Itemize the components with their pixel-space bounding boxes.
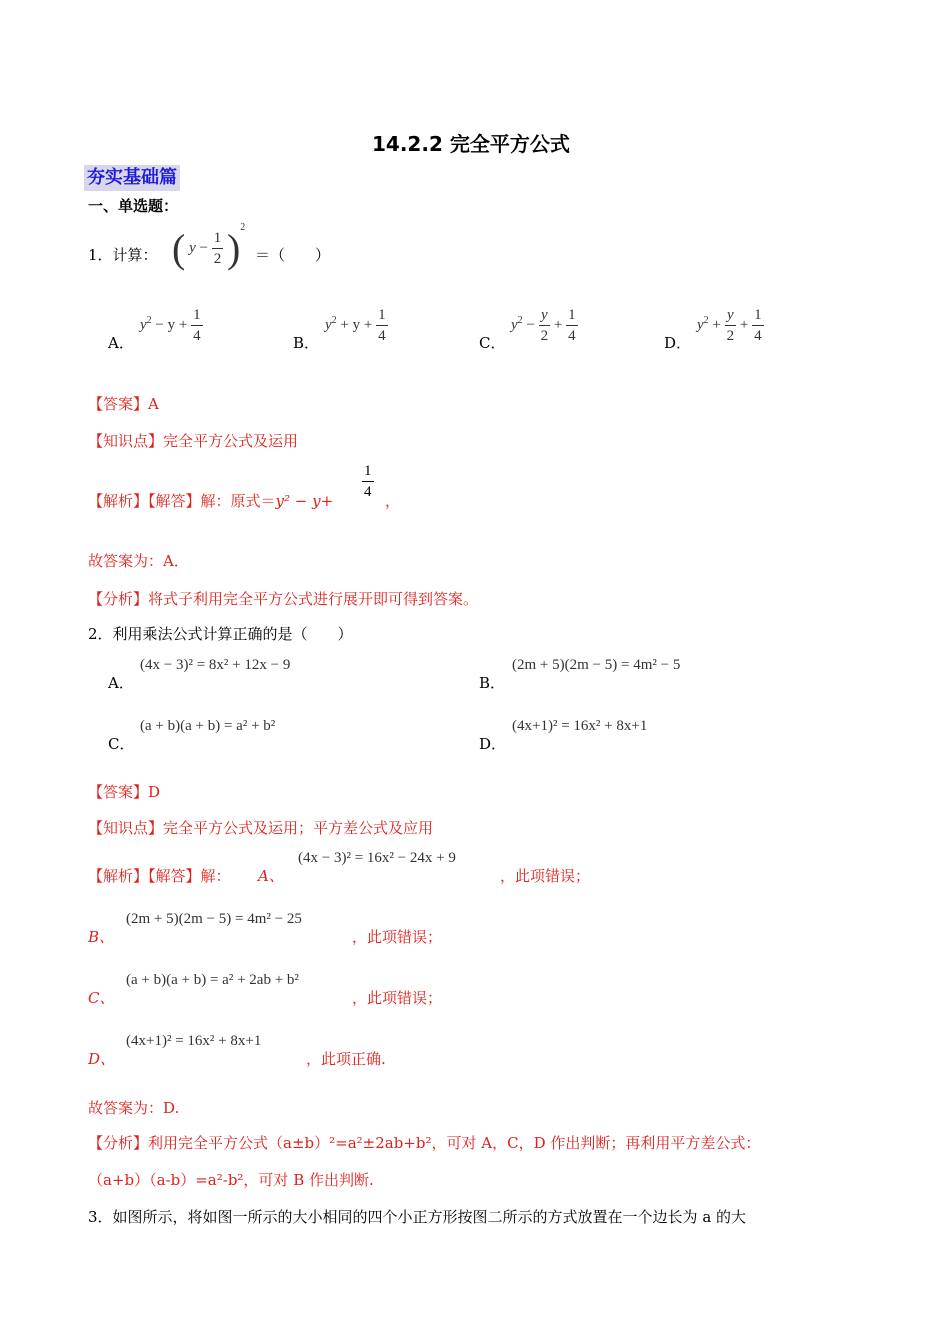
q2-row-d-label: D、 [88,1050,116,1068]
q1-expression: ( y − $\frac{1}{2}$ )$^2$ [172,222,246,272]
q1-option-b-mid: + y + [336,316,377,333]
q2-analysis-prefix: 【解析】【解答】解： [88,867,231,885]
q1-option-b-lead: y [325,316,332,333]
section-label: 夯实基础篇 [84,165,180,191]
q1-stem-tail: ＝（ ） [255,246,331,264]
q1-answer: 【答案】A [88,395,159,413]
q1-option-a-lead: y [140,316,147,333]
q1-option-b-letter: B． [293,334,320,352]
q1-option-b-formula [325,305,388,346]
q1-option-c-frac2-den: 4 [568,328,576,344]
q1-knowledge: 【知识点】完全平方公式及运用 [88,432,299,450]
q2-conclusion: 故答案为：D. [88,1099,180,1117]
q1-option-a-letter: A． [108,334,134,352]
q1-expr-frac-den: 2 [213,251,222,268]
q2-row-a-formula: (4x − 3)² = 16x² − 24x + 9 [298,850,456,866]
q1-option-b-sup: 2 [331,314,337,326]
q2-row-d-formula: (4x+1)² = 16x² + 8x+1 [126,1033,262,1049]
q1-option-c-mid2: + [550,316,567,333]
q1-analysis-frac-den: 4 [364,484,372,500]
q1-option-c-frac2-num: 1 [566,305,578,326]
q1-option-d-mid2: + [736,316,753,333]
q1-option-d-frac2-num: 1 [752,305,764,326]
q1-option-d-frac2-den: 4 [754,328,762,344]
q2-row-c-verdict: ，此项错误； [352,989,443,1007]
q1-remark: 【分析】将式子利用完全平方公式进行展开即可得到答案。 [88,590,479,608]
q1-option-b-frac-den: 4 [378,328,386,344]
q1-option-d-lead: y [697,316,704,333]
q1-option-a-frac-num: 1 [191,305,203,326]
q2-row-c-formula: (a + b)(a + b) = a² + 2ab + b² [126,972,299,988]
q1-option-a-sup: 2 [146,314,152,326]
q2-option-a-formula: (4x − 3)² = 8x² + 12x − 9 [140,657,291,673]
q1-option-a-mid: − y + [151,316,192,333]
q1-stem-prefix: 1．计算： [88,246,158,264]
q1-option-d-letter: D． [664,334,692,352]
q1-option-b-frac-num: 1 [376,305,388,326]
q2-option-a-letter: A． [108,674,134,692]
q1-option-c-sup: 2 [517,314,523,326]
q2-row-a-verdict: ，此项错误； [500,867,591,885]
q1-analysis-frac-num: 1 [362,461,374,482]
q2-knowledge: 【知识点】完全平方公式及运用；平方差公式及应用 [88,819,434,837]
q1-option-c-lead: y [511,316,518,333]
q2-remark-line2: （a+b）（a-b）=a²-b²，可对 B 作出判断. [88,1171,374,1189]
q1-expr-base: y [189,240,196,256]
q2-option-c-letter: C． [108,735,135,753]
q1-option-c-formula [511,305,578,346]
q2-option-c-formula: (a + b)(a + b) = a² + b² [140,718,276,734]
q1-expr-minus: − [199,240,208,256]
q2-row-a-label: A、 [258,867,284,885]
q2-row-c-label: C、 [88,989,115,1007]
q1-expr-power: 2 [240,222,246,233]
q3-stem: 3．如图所示，将如图一所示的大小相同的四个小正方形按图二所示的方式放置在一个边长为 a 的大 [88,1208,747,1226]
page-title: 14.2.2 完全平方公式 [372,132,570,156]
q1-option-c-frac-den: 2 [540,328,549,344]
q2-stem: 2．利用乘法公式计算正确的是（ ） [88,625,353,643]
q2-answer: 【答案】D [88,783,161,801]
q1-option-d-mid: + [708,316,725,333]
q2-row-b-verdict: ，此项错误； [352,928,443,946]
q1-option-c-mid: − [522,316,539,333]
q1-analysis [88,490,333,511]
q1-analysis-expr: y² − y+ [275,492,334,510]
q2-remark-line1: 【分析】利用完全平方公式（a±b）²=a²±2ab+b²，可对 A，C，D 作出判断；再利用平方差公式： [88,1134,761,1152]
q2-option-d-letter: D． [479,735,507,753]
q1-analysis-fraction [362,461,374,502]
q1-option-d-sup: 2 [703,314,709,326]
q2-row-d-verdict: ，此项正确. [306,1050,386,1068]
q1-option-d-frac-den: 2 [726,328,735,344]
q1-analysis-prefix: 【解析】【解答】解：原式＝ [88,492,276,510]
q1-expr-fraction [212,228,224,269]
part-heading: 一、单选题： [88,197,179,215]
q1-option-c-frac-num: y [539,305,551,326]
q1-option-d-formula [697,305,764,346]
q1-expr-frac-num: 1 [212,228,224,249]
q2-option-d-formula: (4x+1)² = 16x² + 8x+1 [512,718,648,734]
q2-option-b-letter: B． [479,674,506,692]
q2-option-b-formula: (2m + 5)(2m − 5) = 4m² − 5 [512,657,681,673]
q2-row-b-formula: (2m + 5)(2m − 5) = 4m² − 25 [126,911,302,927]
q2-row-b-label: B、 [88,928,115,946]
q1-conclusion: 故答案为：A． [88,552,189,570]
q1-option-d-frac-num: y [725,305,737,326]
q1-option-a-frac-den: 4 [193,328,201,344]
q1-option-c-letter: C． [479,334,506,352]
q1-option-a-formula [140,305,203,346]
q1-analysis-tail: ， [385,492,401,510]
